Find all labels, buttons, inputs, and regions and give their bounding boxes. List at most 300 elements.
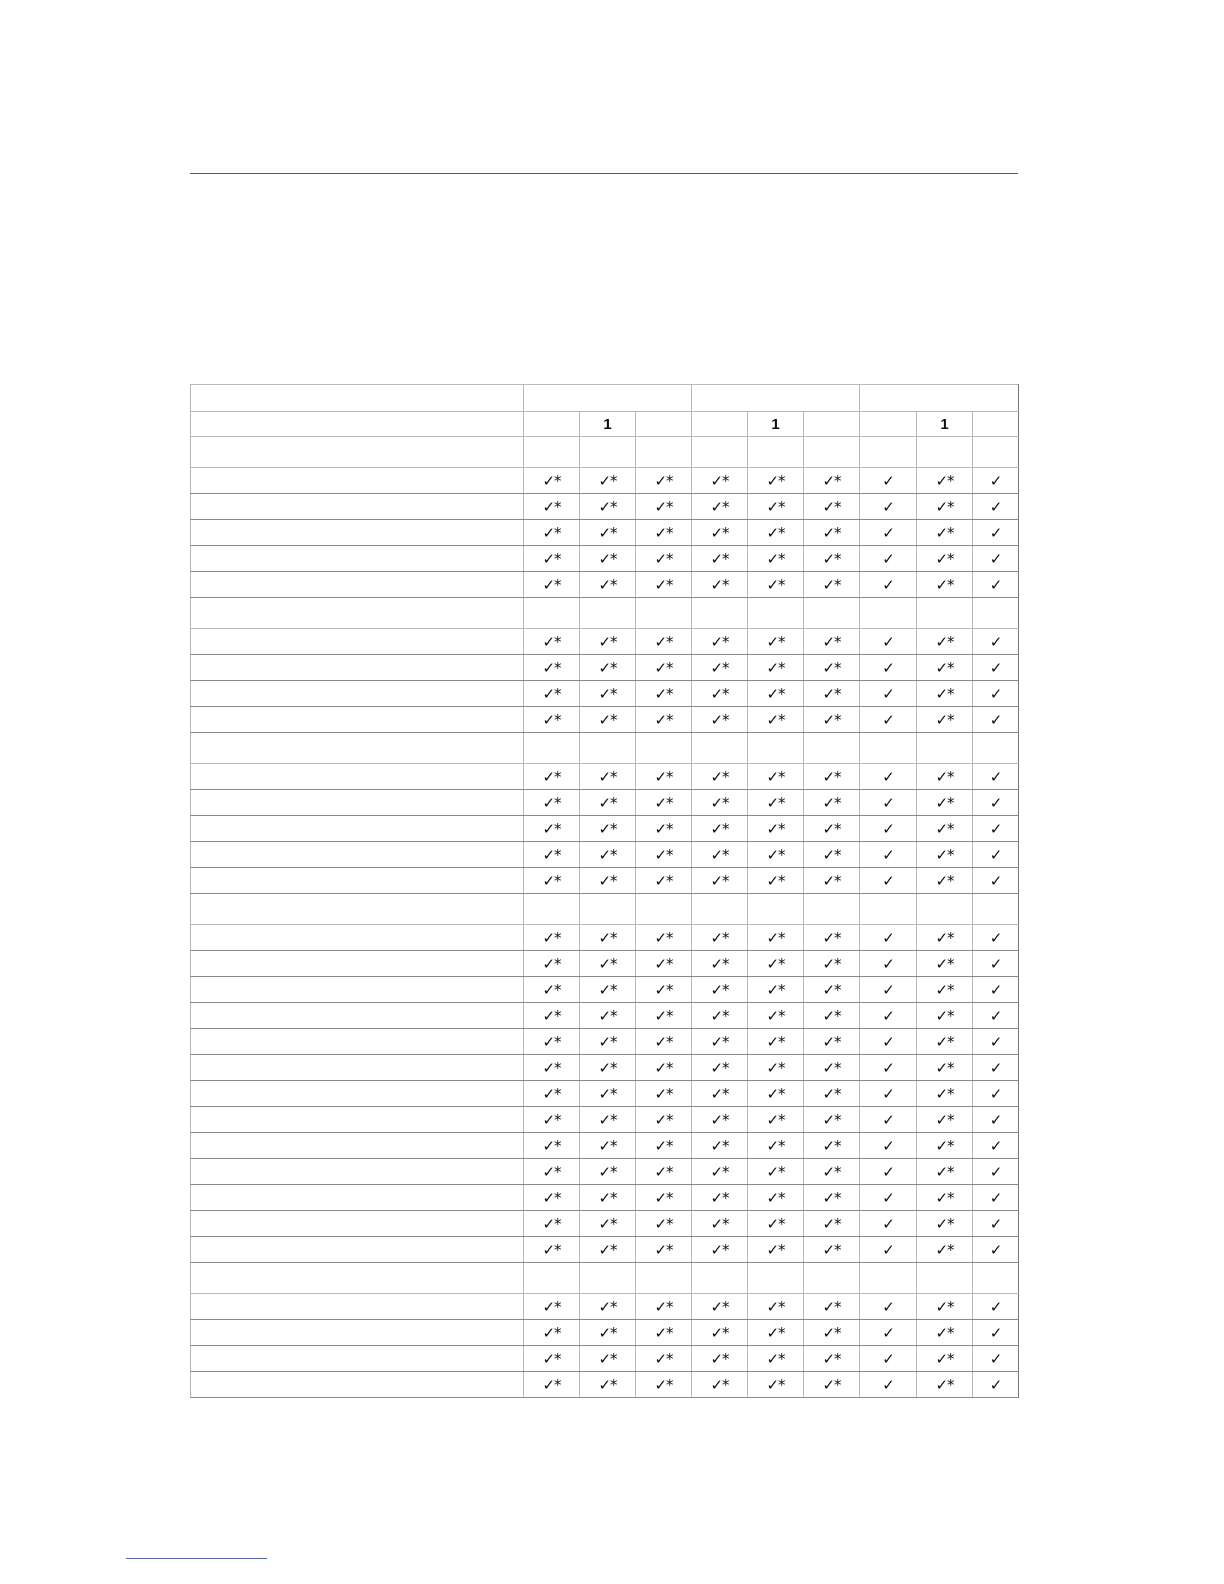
row-label-cell (191, 1320, 524, 1346)
check-cell: ✓ (860, 1055, 917, 1081)
check-star-cell: ✓* (524, 1372, 580, 1398)
subheader-label-cell (191, 412, 524, 437)
check-cell: ✓ (860, 1081, 917, 1107)
check-star-cell: ✓* (636, 1081, 692, 1107)
section-empty-cell (860, 894, 917, 925)
check-cell: ✓ (973, 681, 1019, 707)
check-star-cell: ✓* (580, 1029, 636, 1055)
check-star-cell: ✓* (917, 468, 973, 494)
check-star-cell: ✓* (636, 1320, 692, 1346)
check-star-cell: ✓* (917, 1372, 973, 1398)
check-cell: ✓ (973, 468, 1019, 494)
check-cell: ✓ (860, 764, 917, 790)
check-star-cell: ✓* (804, 1185, 860, 1211)
section-empty-cell (860, 598, 917, 629)
check-star-cell: ✓* (636, 707, 692, 733)
table-row (191, 1133, 1019, 1159)
check-star-cell: ✓* (748, 816, 804, 842)
check-star-cell: ✓* (692, 790, 748, 816)
section-empty-cell (524, 1263, 580, 1294)
check-cell: ✓ (860, 1003, 917, 1029)
check-star-cell: ✓* (692, 707, 748, 733)
check-star-cell: ✓* (748, 572, 804, 598)
subheader-cell: 1 (917, 412, 973, 437)
check-star-cell: ✓* (804, 1346, 860, 1372)
subheader-cell: 1 (748, 412, 804, 437)
check-star-cell: ✓* (692, 1003, 748, 1029)
check-cell: ✓ (973, 1237, 1019, 1263)
check-star-cell: ✓* (804, 977, 860, 1003)
section-empty-cell (748, 437, 804, 468)
check-cell: ✓ (973, 1029, 1019, 1055)
check-star-cell: ✓* (748, 977, 804, 1003)
section-empty-cell (973, 437, 1019, 468)
check-star-cell: ✓* (636, 977, 692, 1003)
row-label-cell (191, 1081, 524, 1107)
subheader-cell: 1 (580, 412, 636, 437)
row-label-cell (191, 842, 524, 868)
section-empty-cell (973, 733, 1019, 764)
table-row (191, 572, 1019, 598)
check-star-cell: ✓* (524, 1107, 580, 1133)
check-cell: ✓ (860, 1346, 917, 1372)
check-star-cell: ✓* (524, 629, 580, 655)
row-label-cell (191, 655, 524, 681)
check-cell: ✓ (860, 951, 917, 977)
check-star-cell: ✓* (524, 1003, 580, 1029)
table-row (191, 629, 1019, 655)
table-row (191, 1107, 1019, 1133)
check-cell: ✓ (860, 1372, 917, 1398)
check-cell: ✓ (860, 1294, 917, 1320)
check-star-cell: ✓* (524, 520, 580, 546)
check-star-cell: ✓* (692, 1320, 748, 1346)
row-label-cell (191, 925, 524, 951)
table-row (191, 1081, 1019, 1107)
row-label-cell (191, 1294, 524, 1320)
check-star-cell: ✓* (524, 868, 580, 894)
section-empty-cell (524, 894, 580, 925)
table-row (191, 764, 1019, 790)
check-star-cell: ✓* (804, 655, 860, 681)
check-star-cell: ✓* (748, 1346, 804, 1372)
check-star-cell: ✓* (748, 1185, 804, 1211)
check-star-cell: ✓* (692, 655, 748, 681)
check-star-cell: ✓* (692, 1029, 748, 1055)
row-label-cell (191, 816, 524, 842)
check-cell: ✓ (973, 1320, 1019, 1346)
section-empty-cell (692, 894, 748, 925)
check-star-cell: ✓* (524, 1237, 580, 1263)
check-star-cell: ✓* (692, 468, 748, 494)
check-star-cell: ✓* (804, 1211, 860, 1237)
check-cell: ✓ (860, 655, 917, 681)
table-row (191, 520, 1019, 546)
row-label-cell (191, 707, 524, 733)
check-star-cell: ✓* (917, 1107, 973, 1133)
check-star-cell: ✓* (524, 1185, 580, 1211)
check-star-cell: ✓* (580, 842, 636, 868)
check-star-cell: ✓* (917, 1081, 973, 1107)
table-row (191, 951, 1019, 977)
section-empty-cell (860, 733, 917, 764)
check-cell: ✓ (973, 1133, 1019, 1159)
check-star-cell: ✓* (524, 468, 580, 494)
check-star-cell: ✓* (917, 951, 973, 977)
check-star-cell: ✓* (524, 790, 580, 816)
check-star-cell: ✓* (636, 1346, 692, 1372)
check-star-cell: ✓* (804, 1081, 860, 1107)
check-cell: ✓ (973, 1211, 1019, 1237)
check-star-cell: ✓* (917, 816, 973, 842)
check-star-cell: ✓* (580, 629, 636, 655)
row-label-cell (191, 520, 524, 546)
check-star-cell: ✓* (692, 494, 748, 520)
check-star-cell: ✓* (804, 572, 860, 598)
check-star-cell: ✓* (804, 629, 860, 655)
check-cell: ✓ (973, 842, 1019, 868)
check-cell: ✓ (973, 1081, 1019, 1107)
check-star-cell: ✓* (692, 1237, 748, 1263)
check-star-cell: ✓* (636, 520, 692, 546)
section-empty-cell (973, 1263, 1019, 1294)
check-cell: ✓ (973, 790, 1019, 816)
row-label-cell (191, 1211, 524, 1237)
table-row (191, 707, 1019, 733)
section-empty-cell (580, 598, 636, 629)
row-label-cell (191, 868, 524, 894)
check-cell: ✓ (973, 1372, 1019, 1398)
check-star-cell: ✓* (917, 707, 973, 733)
check-star-cell: ✓* (580, 951, 636, 977)
check-star-cell: ✓* (917, 1237, 973, 1263)
subheader-cell (636, 412, 692, 437)
check-star-cell: ✓* (692, 681, 748, 707)
row-label-cell (191, 1029, 524, 1055)
check-star-cell: ✓* (524, 925, 580, 951)
check-star-cell: ✓* (524, 1029, 580, 1055)
check-star-cell: ✓* (580, 1237, 636, 1263)
section-label-cell (191, 1263, 524, 1294)
check-cell: ✓ (860, 977, 917, 1003)
section-header-row (191, 598, 1019, 629)
table-row (191, 925, 1019, 951)
check-cell: ✓ (973, 1185, 1019, 1211)
section-header-row (191, 733, 1019, 764)
section-empty-cell (636, 437, 692, 468)
check-star-cell: ✓* (748, 1133, 804, 1159)
check-star-cell: ✓* (636, 572, 692, 598)
check-star-cell: ✓* (636, 681, 692, 707)
section-empty-cell (636, 733, 692, 764)
section-empty-cell (917, 733, 973, 764)
check-star-cell: ✓* (917, 629, 973, 655)
section-empty-cell (748, 1263, 804, 1294)
check-star-cell: ✓* (804, 1320, 860, 1346)
check-cell: ✓ (860, 842, 917, 868)
row-label-cell (191, 494, 524, 520)
check-star-cell: ✓* (580, 925, 636, 951)
table-row (191, 655, 1019, 681)
row-label-cell (191, 977, 524, 1003)
check-star-cell: ✓* (748, 520, 804, 546)
row-label-cell (191, 1003, 524, 1029)
section-empty-cell (748, 598, 804, 629)
check-star-cell: ✓* (804, 1107, 860, 1133)
check-star-cell: ✓* (636, 494, 692, 520)
check-cell: ✓ (973, 629, 1019, 655)
check-star-cell: ✓* (804, 1237, 860, 1263)
check-star-cell: ✓* (636, 868, 692, 894)
check-star-cell: ✓* (524, 1055, 580, 1081)
section-empty-cell (636, 598, 692, 629)
table-row (191, 1346, 1019, 1372)
check-star-cell: ✓* (636, 1133, 692, 1159)
check-star-cell: ✓* (692, 1294, 748, 1320)
check-star-cell: ✓* (692, 842, 748, 868)
check-star-cell: ✓* (636, 546, 692, 572)
row-label-cell (191, 468, 524, 494)
check-star-cell: ✓* (804, 707, 860, 733)
check-star-cell: ✓* (580, 1294, 636, 1320)
check-star-cell: ✓* (524, 1133, 580, 1159)
table-row (191, 1294, 1019, 1320)
check-star-cell: ✓* (804, 868, 860, 894)
table-row (191, 842, 1019, 868)
check-star-cell: ✓* (748, 868, 804, 894)
check-cell: ✓ (860, 1320, 917, 1346)
check-star-cell: ✓* (580, 816, 636, 842)
check-cell: ✓ (973, 494, 1019, 520)
check-star-cell: ✓* (917, 572, 973, 598)
check-star-cell: ✓* (804, 790, 860, 816)
check-star-cell: ✓* (524, 764, 580, 790)
row-label-cell (191, 1346, 524, 1372)
check-star-cell: ✓* (748, 1055, 804, 1081)
check-star-cell: ✓* (524, 1211, 580, 1237)
table-row (191, 1320, 1019, 1346)
check-cell: ✓ (973, 520, 1019, 546)
check-star-cell: ✓* (692, 1107, 748, 1133)
check-star-cell: ✓* (580, 572, 636, 598)
row-label-cell (191, 629, 524, 655)
table-row (191, 1055, 1019, 1081)
check-star-cell: ✓* (580, 520, 636, 546)
section-empty-cell (917, 437, 973, 468)
section-label-cell (191, 894, 524, 925)
check-star-cell: ✓* (917, 494, 973, 520)
group-header-2 (692, 385, 860, 412)
check-star-cell: ✓* (580, 1372, 636, 1398)
check-cell: ✓ (973, 1294, 1019, 1320)
check-cell: ✓ (860, 868, 917, 894)
check-star-cell: ✓* (692, 629, 748, 655)
check-star-cell: ✓* (692, 1372, 748, 1398)
subheader-cell (973, 412, 1019, 437)
check-star-cell: ✓* (748, 655, 804, 681)
check-star-cell: ✓* (580, 977, 636, 1003)
check-cell: ✓ (860, 494, 917, 520)
section-empty-cell (917, 894, 973, 925)
table-row (191, 1211, 1019, 1237)
check-star-cell: ✓* (804, 1159, 860, 1185)
section-empty-cell (917, 598, 973, 629)
section-empty-cell (524, 733, 580, 764)
check-star-cell: ✓* (580, 1055, 636, 1081)
check-star-cell: ✓* (636, 816, 692, 842)
check-star-cell: ✓* (804, 1029, 860, 1055)
check-star-cell: ✓* (917, 925, 973, 951)
check-star-cell: ✓* (748, 1320, 804, 1346)
check-star-cell: ✓* (524, 816, 580, 842)
table-row (191, 1159, 1019, 1185)
check-star-cell: ✓* (804, 1294, 860, 1320)
row-label-cell (191, 1185, 524, 1211)
table-row (191, 1237, 1019, 1263)
check-star-cell: ✓* (804, 842, 860, 868)
check-star-cell: ✓* (917, 1185, 973, 1211)
table-row (191, 1003, 1019, 1029)
section-empty-cell (636, 1263, 692, 1294)
section-empty-cell (804, 598, 860, 629)
check-star-cell: ✓* (917, 681, 973, 707)
section-empty-cell (524, 437, 580, 468)
check-star-cell: ✓* (636, 1294, 692, 1320)
check-star-cell: ✓* (804, 1055, 860, 1081)
check-star-cell: ✓* (917, 1029, 973, 1055)
check-star-cell: ✓* (748, 1107, 804, 1133)
header-label-cell (191, 385, 524, 412)
check-star-cell: ✓* (636, 1211, 692, 1237)
check-cell: ✓ (860, 468, 917, 494)
check-star-cell: ✓* (804, 1003, 860, 1029)
check-star-cell: ✓* (580, 494, 636, 520)
subheader-cell (860, 412, 917, 437)
check-star-cell: ✓* (524, 494, 580, 520)
check-cell: ✓ (860, 1029, 917, 1055)
check-star-cell: ✓* (917, 655, 973, 681)
check-cell: ✓ (973, 1107, 1019, 1133)
check-star-cell: ✓* (748, 1029, 804, 1055)
section-empty-cell (692, 1263, 748, 1294)
check-star-cell: ✓* (524, 655, 580, 681)
check-star-cell: ✓* (748, 1211, 804, 1237)
check-star-cell: ✓* (804, 494, 860, 520)
section-empty-cell (580, 1263, 636, 1294)
check-star-cell: ✓* (692, 1211, 748, 1237)
check-cell: ✓ (860, 925, 917, 951)
check-star-cell: ✓* (917, 520, 973, 546)
check-star-cell: ✓* (804, 951, 860, 977)
check-cell: ✓ (973, 546, 1019, 572)
check-star-cell: ✓* (692, 1133, 748, 1159)
section-empty-cell (973, 894, 1019, 925)
check-star-cell: ✓* (692, 1055, 748, 1081)
row-label-cell (191, 681, 524, 707)
row-label-cell (191, 1133, 524, 1159)
check-star-cell: ✓* (692, 764, 748, 790)
table-row (191, 977, 1019, 1003)
check-star-cell: ✓* (804, 468, 860, 494)
check-star-cell: ✓* (524, 1081, 580, 1107)
check-star-cell: ✓* (636, 629, 692, 655)
check-cell: ✓ (973, 1055, 1019, 1081)
check-star-cell: ✓* (917, 977, 973, 1003)
section-empty-cell (692, 733, 748, 764)
section-empty-cell (692, 437, 748, 468)
row-label-cell (191, 1372, 524, 1398)
check-star-cell: ✓* (636, 764, 692, 790)
check-star-cell: ✓* (917, 1003, 973, 1029)
check-star-cell: ✓* (748, 764, 804, 790)
section-empty-cell (804, 437, 860, 468)
check-star-cell: ✓* (524, 1320, 580, 1346)
check-star-cell: ✓* (636, 951, 692, 977)
check-star-cell: ✓* (692, 1159, 748, 1185)
check-star-cell: ✓* (917, 1159, 973, 1185)
check-star-cell: ✓* (748, 546, 804, 572)
check-star-cell: ✓* (636, 790, 692, 816)
check-star-cell: ✓* (636, 1003, 692, 1029)
check-star-cell: ✓* (917, 764, 973, 790)
table-row (191, 816, 1019, 842)
header-rule (190, 173, 1018, 174)
table-row (191, 1029, 1019, 1055)
check-star-cell: ✓* (524, 1346, 580, 1372)
check-star-cell: ✓* (917, 842, 973, 868)
feature-matrix-table (190, 384, 1019, 1398)
check-star-cell: ✓* (580, 468, 636, 494)
check-star-cell: ✓* (748, 681, 804, 707)
check-star-cell: ✓* (692, 977, 748, 1003)
check-star-cell: ✓* (804, 816, 860, 842)
check-star-cell: ✓* (917, 1294, 973, 1320)
check-star-cell: ✓* (748, 707, 804, 733)
check-star-cell: ✓* (804, 546, 860, 572)
check-star-cell: ✓* (804, 681, 860, 707)
section-label-cell (191, 598, 524, 629)
section-empty-cell (804, 894, 860, 925)
check-star-cell: ✓* (692, 572, 748, 598)
check-star-cell: ✓* (636, 925, 692, 951)
section-label-cell (191, 437, 524, 468)
check-star-cell: ✓* (748, 468, 804, 494)
check-star-cell: ✓* (917, 546, 973, 572)
check-cell: ✓ (973, 1159, 1019, 1185)
check-star-cell: ✓* (692, 520, 748, 546)
section-empty-cell (748, 894, 804, 925)
footnote-rule (126, 1558, 267, 1559)
check-star-cell: ✓* (636, 842, 692, 868)
check-star-cell: ✓* (636, 1029, 692, 1055)
check-star-cell: ✓* (748, 1372, 804, 1398)
check-star-cell: ✓* (580, 790, 636, 816)
check-star-cell: ✓* (748, 925, 804, 951)
check-star-cell: ✓* (580, 1320, 636, 1346)
section-empty-cell (692, 598, 748, 629)
check-star-cell: ✓* (524, 977, 580, 1003)
check-star-cell: ✓* (804, 520, 860, 546)
check-star-cell: ✓* (917, 790, 973, 816)
row-label-cell (191, 790, 524, 816)
check-cell: ✓ (860, 520, 917, 546)
check-cell: ✓ (860, 546, 917, 572)
table-row (191, 790, 1019, 816)
section-empty-cell (917, 1263, 973, 1294)
check-star-cell: ✓* (748, 842, 804, 868)
check-star-cell: ✓* (917, 1346, 973, 1372)
check-star-cell: ✓* (580, 707, 636, 733)
